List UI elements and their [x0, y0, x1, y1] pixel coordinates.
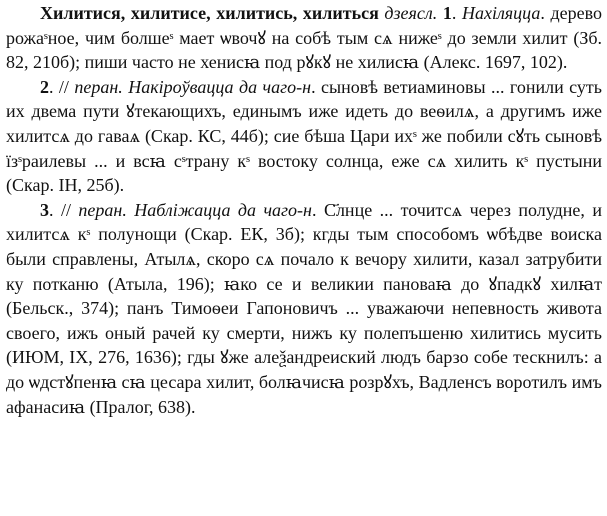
sense-citations-3: . С҃лнце ... точитсѧ через полудне, и хилитсѧ кˢ полунощи (Скар. ЕК, 3б); кгды тым способомъ ѡбѣдве воиска были справлены, Атылѧ, скоро сѧ почало к вечору хилити, казал затрубити ку потканю (Атыла, 196); ꙗко се и великии пановаꙗ до ꙋпадкꙋ хилꙗт (Бельск., 374); панъ Тимоѳеи Гапоновичъ ... уважаючи непевность живота своего, ижъ оный рачей ку смерти, нижъ ку полепъшеню хилитись мусить (ИЮМ, IX, 276, 1636); гды ꙋже алеѯандреиский людъ барзо собе тескнилъ: а до ѡдстꙋпенꙗ сꙗ цесара хилит, болꙗчисꙗ розрꙋхъ, Вадленсъ воротилъ имъ афанасиꙗ (Пралог, 638). [6, 199, 602, 417]
sense-number-1: 1 [442, 3, 452, 23]
headword: Хилитися, хилитисе, хилитись, хилиться [40, 3, 379, 23]
entry-paragraph-1 [6, 1, 602, 75]
sense-citations-2: . сыновѣ ветиаминовы ... гонили суть их двема пути ꙋтекающихъ, единымъ иже идеть до веѳилѧ, а другимъ иже хилитсѧ до гаваѧ (Скар. КС, 44б); сие бѣша Цари ихˢ же побили сꙋть сыновѣ їзˢраилевы ... и всꙗ сˢтрану кˢ востоку солнца, еже сѧ хилить кˢ пустыни (Скар. ІН, 25б). [6, 76, 602, 196]
sense-separator: . // [49, 199, 79, 220]
sense-number-3: 3 [40, 199, 49, 220]
sense-citations-1: . дерево рожаˢное, чим болшеˢ мает ѡвочꙋ на собѣ тым сѧ нижеˢ до земли хилит (Зб. 82, 210б); пиши часто не хенисꙗ под рꙋкꙋ не хилисꙗ (Алекс. 1697, 102). [6, 3, 603, 73]
sense-number-2: 2 [40, 76, 49, 97]
grammar-label: дзеясл. [378, 3, 443, 23]
sense-definition-2: перан. Накіроўвацца да чаго-н [74, 76, 312, 97]
entry-paragraph-3 [6, 198, 602, 419]
sense-definition-1: Нахіляцца [461, 3, 541, 23]
dictionary-entry [6, 1, 602, 419]
sense-separator: . [451, 3, 462, 23]
sense-definition-3: перан. Набліжацца да чаго-н [78, 199, 312, 220]
sense-separator: . // [49, 76, 75, 97]
entry-paragraph-2 [6, 75, 602, 198]
